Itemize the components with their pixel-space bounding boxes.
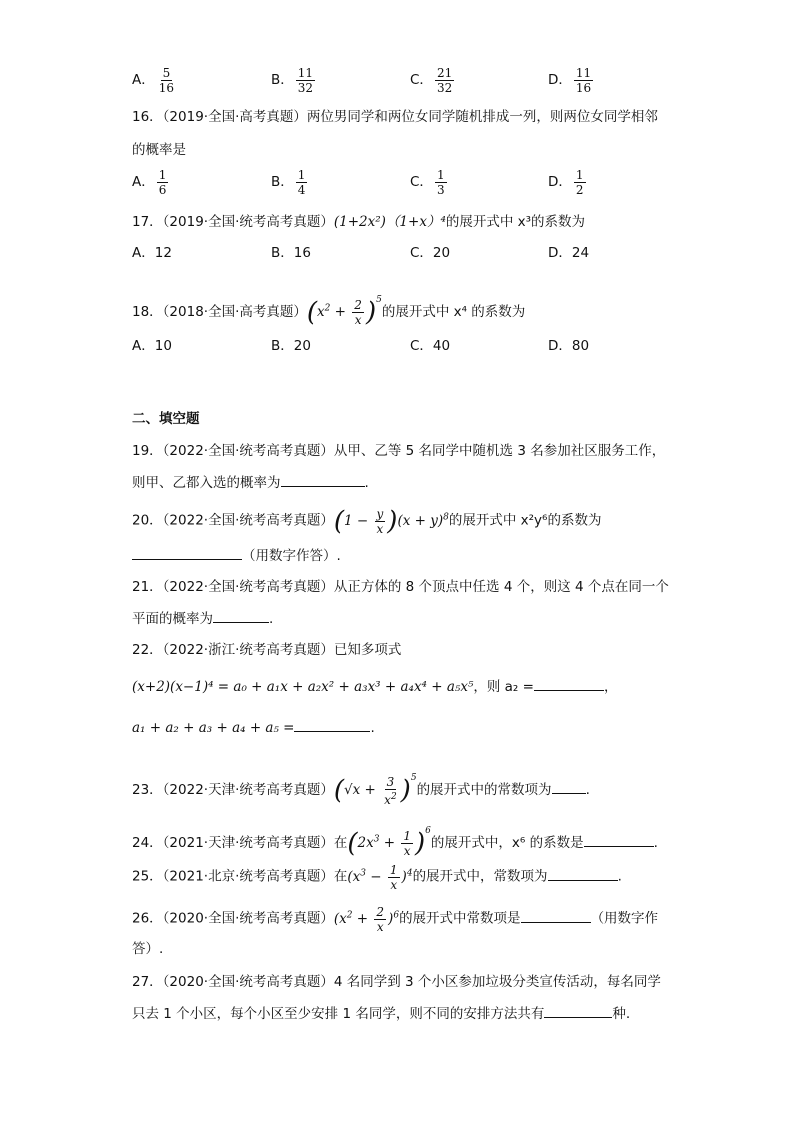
q17-prefix: 17．（2019·全国·统考高考真题） (132, 214, 334, 230)
q24-end: . (653, 835, 658, 851)
q24-suffix: 的展开式中，x⁶ 的系数是 (430, 835, 584, 851)
option-letter: B． (271, 72, 294, 88)
q18-option-d: D．80 (548, 338, 590, 354)
q25-line (132, 858, 622, 892)
option-letter: A． (132, 72, 155, 88)
q25-suffix: 的展开式中，常数项为 (412, 868, 548, 885)
q26-line2: 答）. (132, 941, 164, 957)
answer-blank[interactable] (584, 832, 654, 847)
q26-prefix: 26．（2020·全国·统考高考真题） (132, 910, 334, 927)
q20-note: （用数字作答）. (242, 548, 341, 564)
q22-sum: a₁ + a₂ + a₃ + a₄ + a₅ = (132, 720, 295, 736)
q23-expression: (√x + $\frac{3}{x^2}$ )$^5$ (333, 773, 417, 807)
q17-suffix: 的展开式中 x³的系数为 (445, 214, 586, 230)
q18-line (132, 286, 525, 327)
fraction (574, 168, 586, 197)
fraction (296, 168, 308, 197)
q27-end: 种. (612, 1006, 631, 1022)
q22-line3 (132, 717, 375, 738)
q15-option-c (410, 66, 456, 95)
numerator: 21 (436, 66, 453, 80)
numerator: 1 (297, 168, 306, 182)
answer-blank[interactable] (132, 545, 242, 560)
q23-end: . (585, 782, 590, 798)
numerator: 1 (575, 168, 584, 182)
denominator: 6 (158, 183, 167, 197)
denominator: 32 (297, 81, 314, 95)
q15-option-a (132, 66, 178, 95)
numerator: 5 (162, 66, 171, 80)
q26-line1 (132, 900, 658, 934)
q20-prefix: 20．（2022·全国·统考高考真题） (132, 512, 334, 529)
fraction (435, 168, 447, 197)
denominator: 3 (436, 183, 445, 197)
option-letter: A． (132, 174, 155, 190)
section-heading-fill-in: 二、填空题 (132, 411, 200, 427)
q16-option-b (271, 168, 309, 197)
q20-suffix: 的展开式中 x²y⁶的系数为 (448, 512, 602, 529)
q18-prefix: 18．（2018·全国·高考真题） (132, 304, 307, 320)
q16-line2: 的概率是 (132, 142, 186, 158)
q24-expression: ($2x^3$ + $\frac{1}{x}$ )$^6$ (347, 826, 431, 859)
q22-line2 (132, 676, 617, 697)
q21-line2 (132, 608, 273, 629)
answer-blank[interactable] (294, 717, 370, 732)
fraction (435, 66, 454, 95)
denominator: 32 (436, 81, 453, 95)
q17-option-d: D．24 (548, 245, 590, 261)
fraction (574, 66, 593, 95)
q20-line1 (132, 500, 601, 538)
q26-tail: （用数字作 (590, 910, 659, 927)
numerator: 11 (297, 66, 314, 80)
q26-suffix: 的展开式中常数项是 (399, 910, 521, 927)
q17-line (132, 212, 585, 232)
answer-blank[interactable] (281, 472, 365, 487)
q20-expression: (1 − $\frac{y}{x}$ )$(x + y)^8$ (333, 506, 449, 536)
q18-expression: ($x^2$ + $\frac{2}{x}$ )$^5$ (306, 295, 382, 328)
q15-option-b (271, 66, 317, 95)
fraction (296, 66, 315, 95)
q21-text: 平面的概率为 (132, 611, 213, 627)
q16-option-a (132, 168, 170, 197)
q23-suffix: 的展开式中的常数项为 (416, 782, 552, 798)
q24-prefix: 24．（2021·天津·统考高考真题）在 (132, 835, 348, 851)
denominator: 4 (297, 183, 306, 197)
answer-blank[interactable] (548, 866, 618, 881)
answer-blank[interactable] (552, 779, 586, 794)
denominator: 2 (575, 183, 584, 197)
option-letter: D． (548, 174, 572, 190)
answer-blank[interactable] (521, 908, 591, 923)
q25-prefix: 25．（2021·北京·统考高考真题）在 (132, 868, 348, 885)
q19-line2 (132, 472, 369, 493)
q22-line1: 22．（2022·浙江·统考高考真题）已知多项式 (132, 642, 402, 658)
q22-formula: (x+2)(x−1)⁴ = a₀ + a₁x + a₂x² + a₃x³ + a₄x⁴ + a₅x⁵ (132, 679, 474, 695)
option-letter: C． (410, 174, 433, 190)
q16-option-d (548, 168, 588, 197)
q27-text: 只去 1 个小区，每个小区至少安排 1 名同学，则不同的安排方法共有 (132, 1006, 545, 1022)
fraction (157, 168, 169, 197)
q16-option-c (410, 168, 449, 197)
q18-option-c: C．40 (410, 338, 451, 354)
q17-option-c: C．20 (410, 245, 451, 261)
q21-line1: 21．（2022·全国·统考高考真题）从正方体的 8 个顶点中任选 4 个，则这 4 个点在同一个 (132, 579, 669, 595)
q21-end: . (269, 611, 274, 627)
q18-suffix: 的展开式中 x⁴ 的系数为 (381, 304, 526, 320)
q17-option-a: A．12 (132, 245, 172, 261)
q19-end: . (364, 475, 369, 491)
answer-blank[interactable] (534, 676, 604, 691)
answer-blank[interactable] (213, 608, 269, 623)
q23-line (132, 760, 590, 809)
q25-expression: ($x^3$ − $\frac{1}{x}$ )$^4$ (347, 862, 413, 892)
denominator: 16 (575, 81, 592, 95)
fraction (157, 66, 176, 95)
numerator: 11 (575, 66, 592, 80)
q22-end: ， (603, 679, 618, 695)
q16-line1: 16．（2019·全国·高考真题）两位男同学和两位女同学随机排成一列，则两位女同学相邻 (132, 109, 658, 125)
q26-expression: ($x^2$ + $\frac{2}{x}$ )$^6$ (333, 904, 400, 934)
numerator: 1 (436, 168, 445, 182)
option-letter: B． (271, 174, 294, 190)
q17-option-b: B．16 (271, 245, 311, 261)
q17-expression: (1+2x²)（1+x）⁴ (333, 214, 446, 230)
option-letter: D． (548, 72, 572, 88)
q19-line1: 19．（2022·全国·统考高考真题）从甲、乙等 5 名同学中随机选 3 名参加社区服务工作， (132, 443, 666, 459)
q19-text: 则甲、乙都入选的概率为 (132, 475, 281, 491)
q24-line (132, 814, 658, 861)
q18-option-a: A．10 (132, 338, 172, 354)
q27-line2 (132, 1003, 630, 1024)
q25-end: . (617, 868, 622, 885)
answer-blank[interactable] (544, 1003, 612, 1018)
q22-end3: . (370, 720, 375, 736)
numerator: 1 (158, 168, 167, 182)
q15-option-d (548, 66, 595, 95)
q22-mid: ，则 a₂ = (473, 679, 534, 695)
q27-line1: 27．（2020·全国·统考高考真题）4 名同学到 3 个小区参加垃圾分类宣传活动，每名同学 (132, 974, 661, 990)
denominator: 16 (158, 81, 175, 95)
q23-prefix: 23．（2022·天津·统考高考真题） (132, 782, 334, 798)
q18-option-b: B．20 (271, 338, 311, 354)
option-letter: C． (410, 72, 433, 88)
q20-line2 (132, 545, 341, 566)
